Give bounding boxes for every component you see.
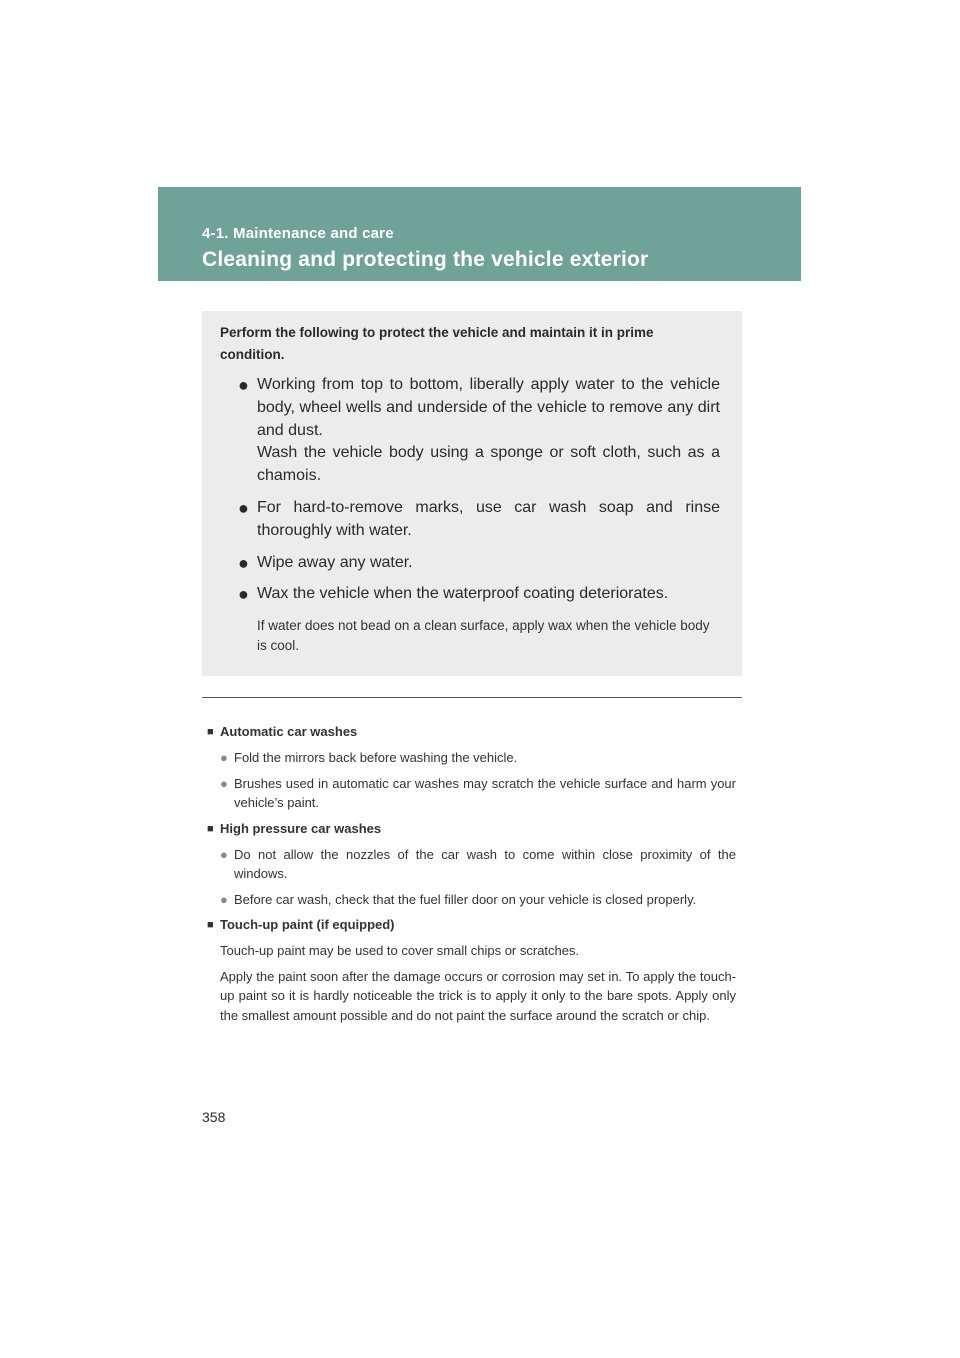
bullet-text: Working from top to bottom, liberally apply water to the vehicle body, wheel wells and underside of the vehicle to remove any dirt and dust. [257, 376, 720, 439]
square-icon: ■ [207, 726, 214, 738]
subheading-text: High pressure car washes [220, 820, 382, 836]
subheading-automatic-car-washes [202, 722, 736, 742]
bullet-dot-icon: ● [220, 846, 228, 862]
intro-bullet-item [238, 552, 720, 575]
subheading-high-pressure-car-washes [202, 819, 736, 839]
bullet-dot-icon: ● [238, 375, 249, 395]
page-number: 358 [202, 1109, 226, 1125]
bullet-text: Wash the vehicle body using a sponge or soft cloth, such as a chamois. [257, 444, 720, 485]
divider [202, 697, 742, 698]
list-item-text: Do not allow the nozzles of the car wash to come within close proximity of the windows. [234, 846, 736, 881]
subheading-text: Automatic car washes [220, 724, 358, 739]
subheading-text: Touch-up paint (if equipped) [220, 917, 395, 932]
bullet-dot-icon: ● [220, 891, 228, 907]
intro-box [202, 311, 742, 676]
bullet-text: Wipe away any water. [257, 553, 413, 571]
page-title: Cleaning and protecting the vehicle exterior [202, 248, 649, 271]
bullet-text: For hard-to-remove marks, use car wash soap and rinse thoroughly with water. [257, 498, 720, 539]
bullet-dot-icon: ● [238, 552, 249, 573]
bullet-dot-icon: ● [238, 584, 249, 605]
section-header [158, 187, 801, 281]
paragraph: Touch-up paint may be used to cover small chips or scratches. [220, 943, 580, 958]
list-item [202, 774, 736, 813]
bullet-dot-icon: ● [238, 497, 249, 518]
square-icon: ■ [207, 919, 214, 931]
list-item [202, 748, 736, 768]
list-item-text: Brushes used in automatic car washes may scratch the vehicle surface and harm your vehicle’s paint. [234, 775, 736, 810]
wax-note: If water does not bead on a clean surface, apply wax when the vehicle body is cool. [257, 618, 710, 653]
intro-bullet-item [238, 374, 720, 488]
paragraph: Apply the paint soon after the damage occurs or corrosion may set in. To apply the touch-up paint so it is hardly noticeable the trick is to apply it only to the bare spots. Apply only the smallest amount possible and do not paint the surface around the scratch or chip. [220, 968, 736, 1023]
square-icon: ■ [207, 822, 214, 835]
subheading-touch-up-paint [202, 915, 736, 935]
bullet-dot-icon: ● [220, 775, 228, 791]
list-item-text: Fold the mirrors back before washing the vehicle. [234, 750, 518, 765]
intro-bullet-list [220, 374, 720, 606]
intro-bullet-item [238, 497, 720, 543]
list-item [202, 845, 736, 884]
bullet-dot-icon: ● [220, 750, 228, 765]
intro-bullet-item [238, 583, 720, 606]
section-label: 4-1. Maintenance and care [202, 225, 394, 242]
bullet-text: Wax the vehicle when the waterproof coating deteriorates. [257, 585, 669, 603]
list-item-text: Before car wash, check that the fuel filler door on your vehicle is closed properly. [234, 891, 697, 907]
list-item [202, 890, 736, 910]
notes-section [202, 716, 736, 1025]
intro-text: Perform the following to protect the vehicle and maintain it in prime condition. [220, 325, 654, 362]
